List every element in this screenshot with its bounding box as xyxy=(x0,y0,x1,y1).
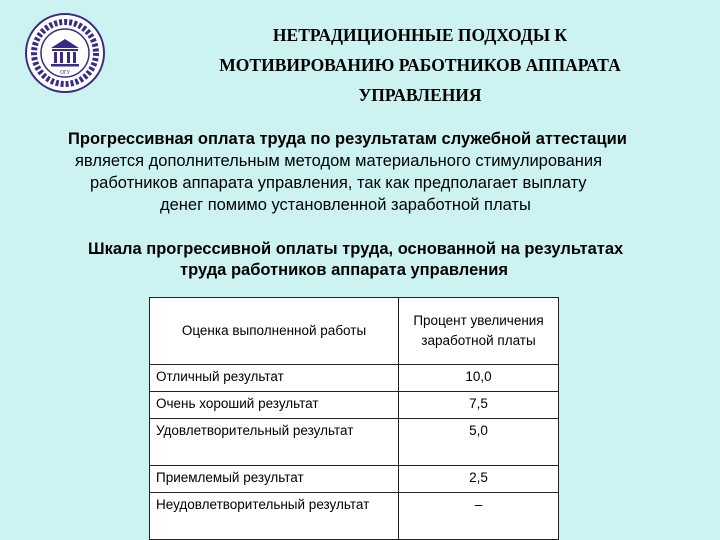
emblem-text: ОГУ xyxy=(60,70,70,76)
grade-cell: Приемлемый результат xyxy=(150,466,399,493)
percent-cell: 2,5 xyxy=(399,466,559,493)
table-header-row xyxy=(150,298,559,365)
percent-cell: 10,0 xyxy=(399,365,559,392)
intro-line: является дополнительным методом материального стимулирования xyxy=(75,152,603,170)
table-row xyxy=(150,365,559,392)
table-row xyxy=(150,419,559,466)
intro-line: Прогрессивная оплата труда по результатам служебной аттестации xyxy=(68,130,627,148)
percent-cell: 7,5 xyxy=(399,392,559,419)
intro-line: работников аппарата управления, так как предполагает выплату xyxy=(90,174,587,192)
scale-title-line: труда работников аппарата управления xyxy=(180,261,508,279)
intro-line: денег помимо установленной заработной платы xyxy=(160,196,531,214)
scale-title-line: Шкала прогрессивной оплаты труда, основанной на результатах xyxy=(88,240,624,258)
pay-scale-table xyxy=(149,297,559,540)
grade-cell: Отличный результат xyxy=(150,365,399,392)
table-row xyxy=(150,466,559,493)
university-logo xyxy=(24,12,106,94)
title-line: УПРАВЛЕНИЯ xyxy=(358,85,482,105)
grade-cell: Неудовлетворительный результат xyxy=(150,493,399,540)
column-header-grade: Оценка выполненной работы xyxy=(150,298,399,365)
percent-cell: – xyxy=(399,493,559,540)
percent-cell: 5,0 xyxy=(399,419,559,466)
grade-cell: Очень хороший результат xyxy=(150,392,399,419)
grade-cell: Удовлетворительный результат xyxy=(150,419,399,466)
university-emblem-icon xyxy=(24,12,106,94)
title-line: НЕТРАДИЦИОННЫЕ ПОДХОДЫ К xyxy=(272,25,568,45)
title-line: МОТИВИРОВАНИЮ РАБОТНИКОВ АППАРАТА xyxy=(219,55,621,75)
column-header-percent: Процент увеличения заработной платы xyxy=(399,298,559,365)
page-title xyxy=(170,20,670,110)
table-row xyxy=(150,392,559,419)
table-row xyxy=(150,493,559,540)
